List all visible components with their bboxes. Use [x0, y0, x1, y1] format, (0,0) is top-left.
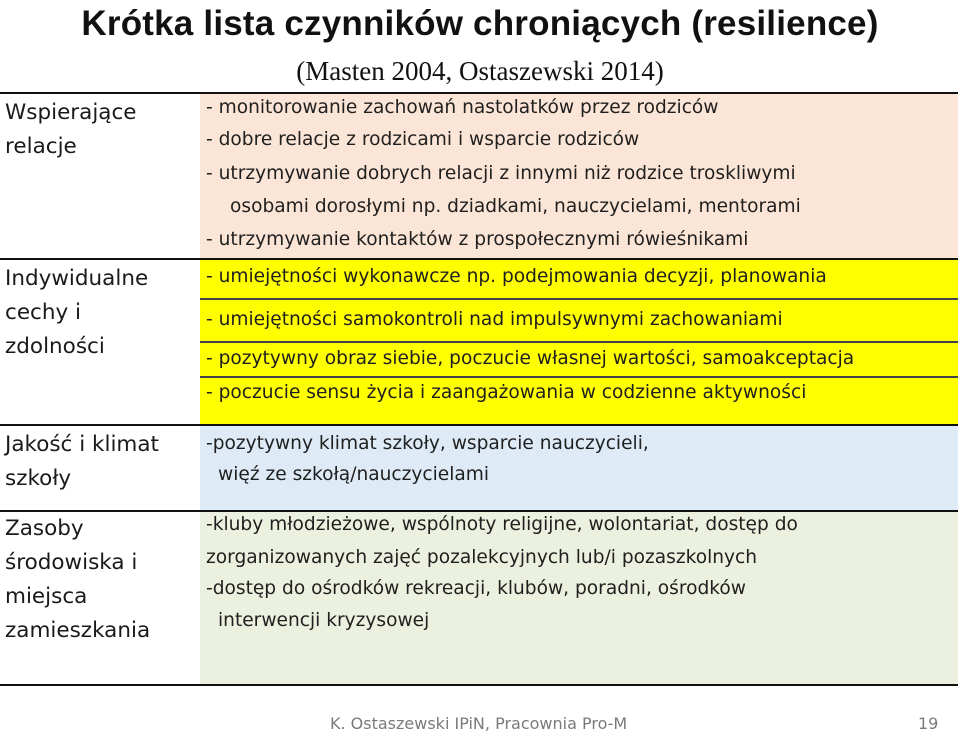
list-item: - pozytywny obraz siebie, poczucie własnej wartości, samoakceptacja [206, 348, 855, 369]
table-bottom-border [0, 684, 958, 686]
slide-title: Krótka lista czynników chroniących (resilience) [81, 4, 879, 43]
section-content-panel [200, 94, 958, 258]
list-item: -dostęp do ośrodków rekreacji, klubów, poradni, ośrodków [206, 578, 746, 599]
page-number: 19 [918, 714, 939, 733]
section-label: Indywidualne cechy i zdolności [5, 266, 149, 359]
section-label: Zasoby środowiska i miejsca zamieszkania [5, 516, 151, 643]
list-item: - umiejętności samokontroli nad impulsywnymi zachowaniami [206, 309, 783, 330]
row-separator [200, 341, 958, 343]
list-item: - dobre relacje z rodzicami i wsparcie rodziców [206, 129, 640, 150]
list-item: -pozytywny klimat szkoły, wsparcie nauczycieli, [206, 433, 649, 454]
list-item: zorganizowanych zajęć pozalekcyjnych lub/i pozaszkolnych [206, 547, 758, 568]
list-item: więź ze szkołą/nauczycielami [218, 464, 490, 485]
section-content-panel [200, 426, 958, 510]
section-school-climate [0, 426, 958, 510]
footer-author: K. Ostaszewski IPiN, Pracownia Pro-M [330, 714, 628, 733]
list-item: -kluby młodzieżowe, wspólnoty religijne, wolontariat, dostęp do [206, 514, 798, 535]
list-item: - utrzymywanie dobrych relacji z innymi niż rodzice troskliwymi [206, 163, 796, 184]
list-item: interwencji kryzysowej [218, 610, 430, 631]
section-content-panel [200, 260, 958, 424]
list-item: - poczucie sensu życia i zaangażowania w codzienne aktywności [206, 382, 807, 403]
list-item: - umiejętności wykonawcze np. podejmowania decyzji, planowania [206, 266, 827, 287]
section-label: Wspierające relacje [5, 100, 137, 159]
section-label: Jakość i klimat szkoły [5, 432, 159, 491]
section-individual-traits [0, 260, 958, 424]
list-item: - utrzymywanie kontaktów z prospołecznymi rówieśnikami [206, 229, 749, 250]
list-item: osobami dorosłymi np. dziadkami, nauczycielami, mentorami [230, 196, 801, 217]
slide-subtitle: (Masten 2004, Ostaszewski 2014) [296, 56, 664, 86]
list-item: - monitorowanie zachowań nastolatków przez rodziców [206, 97, 719, 118]
row-separator [200, 298, 958, 300]
section-content-panel [200, 512, 958, 684]
section-community-resources [0, 512, 958, 684]
section-supportive-relations [0, 94, 958, 258]
row-separator [200, 376, 958, 378]
